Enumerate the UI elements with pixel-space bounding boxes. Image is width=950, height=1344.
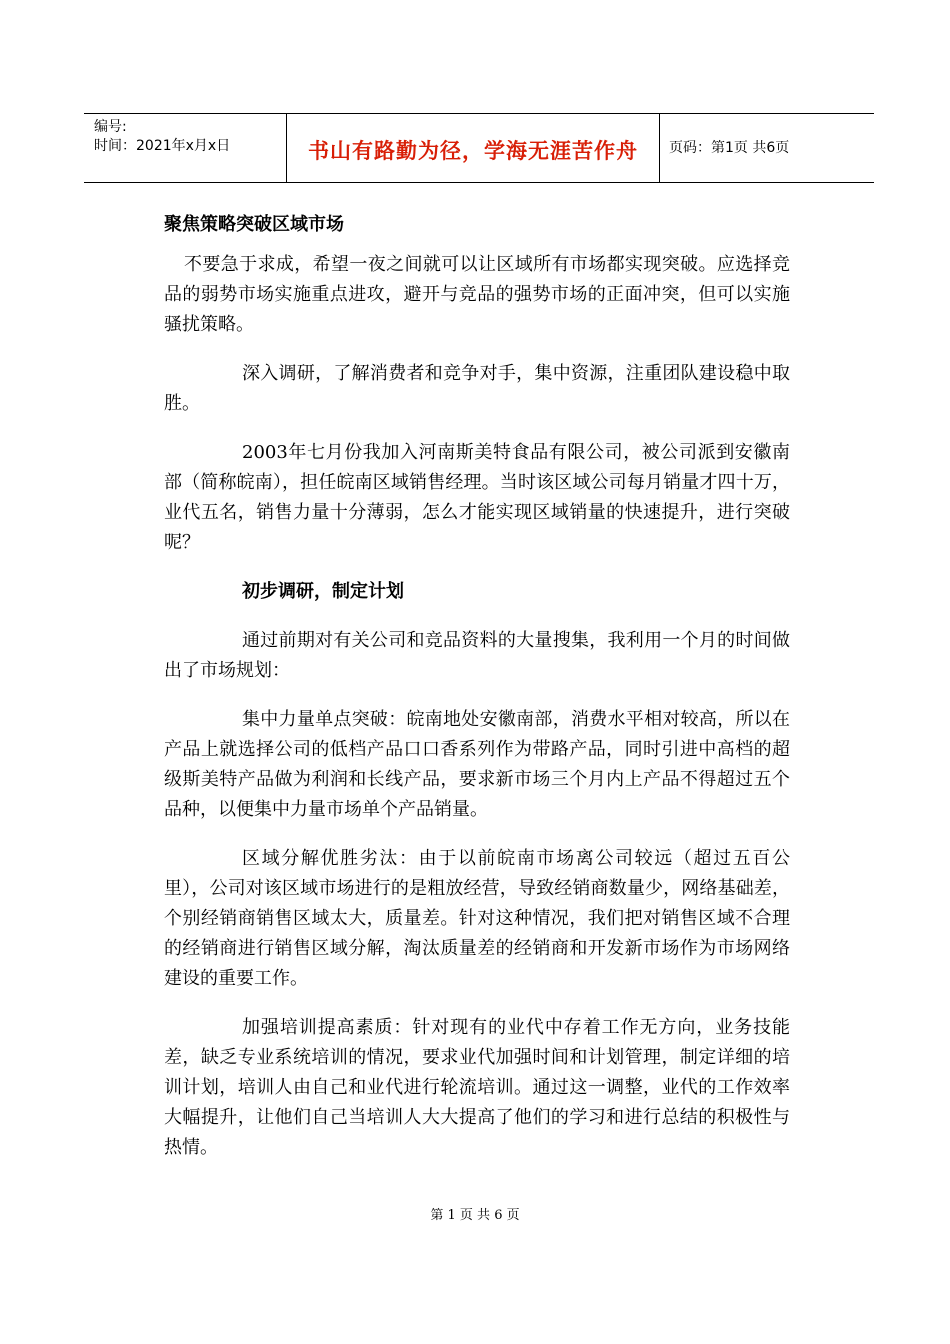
header-motto: 书山有路勤为径，学海无涯苦作舟 [308,139,638,163]
article-title: 聚焦策略突破区域市场 [164,214,344,235]
paragraph-7: 加强培训提高素质：针对现有的业代中存着工作无方向，业务技能差，缺乏专业系统培训的情况，要求业代加强时间和计划管理，制定详细的培训计划，培训人由自己和业代进行轮流培训。通过这一调整，业代的工作效率大幅提升，让他们自己当培训人大大提高了他们的学习和进行总结的积极性与热情。 [164,1017,790,1158]
header-meta-cell [84,114,286,182]
paragraph-5: 集中力量单点突破：皖南地处安徽南部，消费水平相对较高，所以在产品上就选择公司的低档产品口口香系列作为带路产品，同时引进中高档的超级斯美特产品做为利润和长线产品，要求新市场三个月内上产品不得超过五个品种，以便集中力量市场单个产品销量。 [164,709,790,820]
paragraph-6: 区域分解优胜劣汰：由于以前皖南市场离公司较远（超过五百公里），公司对该区域市场进行的是粗放经营，导致经销商数量少，网络基础差，个别经销商销售区域太大，质量差。针对这种情况，我们把对销售区域不合理的经销商进行销售区域分解，淘汰质量差的经销商和开发新市场作为市场网络建设的重要工作。 [164,848,790,989]
paragraph-1: 不要急于求成，希望一夜之间就可以让区域所有市场都实现突破。应选择竞品的弱势市场实施重点进攻，避开与竞品的强势市场的正面冲突，但可以实施骚扰策略。 [164,254,790,335]
paragraph-3: 2003年七月份我加入河南斯美特食品有限公司，被公司派到安徽南部（简称皖南），担任皖南区域销售经理。当时该区域公司每月销量才四十万，业代五名，销售力量十分薄弱，怎么才能实现区域销量的快速提升，进行突破呢？ [164,442,790,553]
header-page-cell [659,114,874,182]
page-footer: 第 1 页 共 6 页 [430,1208,520,1223]
header-page-info: 页码：第1页 共6页 [669,140,790,156]
document-time-label: 时间：2021年x月x日 [94,138,231,154]
paragraph-4: 通过前期对有关公司和竞品资料的大量搜集，我利用一个月的时间做出了市场规划： [164,630,790,681]
article-body [164,210,790,1182]
paragraph-2: 深入调研，了解消费者和竞争对手，集中资源，注重团队建设稳中取胜。 [164,363,790,414]
section-subheading: 初步调研，制定计划 [242,581,404,602]
document-header [84,113,874,183]
header-motto-cell [286,114,660,182]
document-number-label: 编号: [94,119,127,135]
